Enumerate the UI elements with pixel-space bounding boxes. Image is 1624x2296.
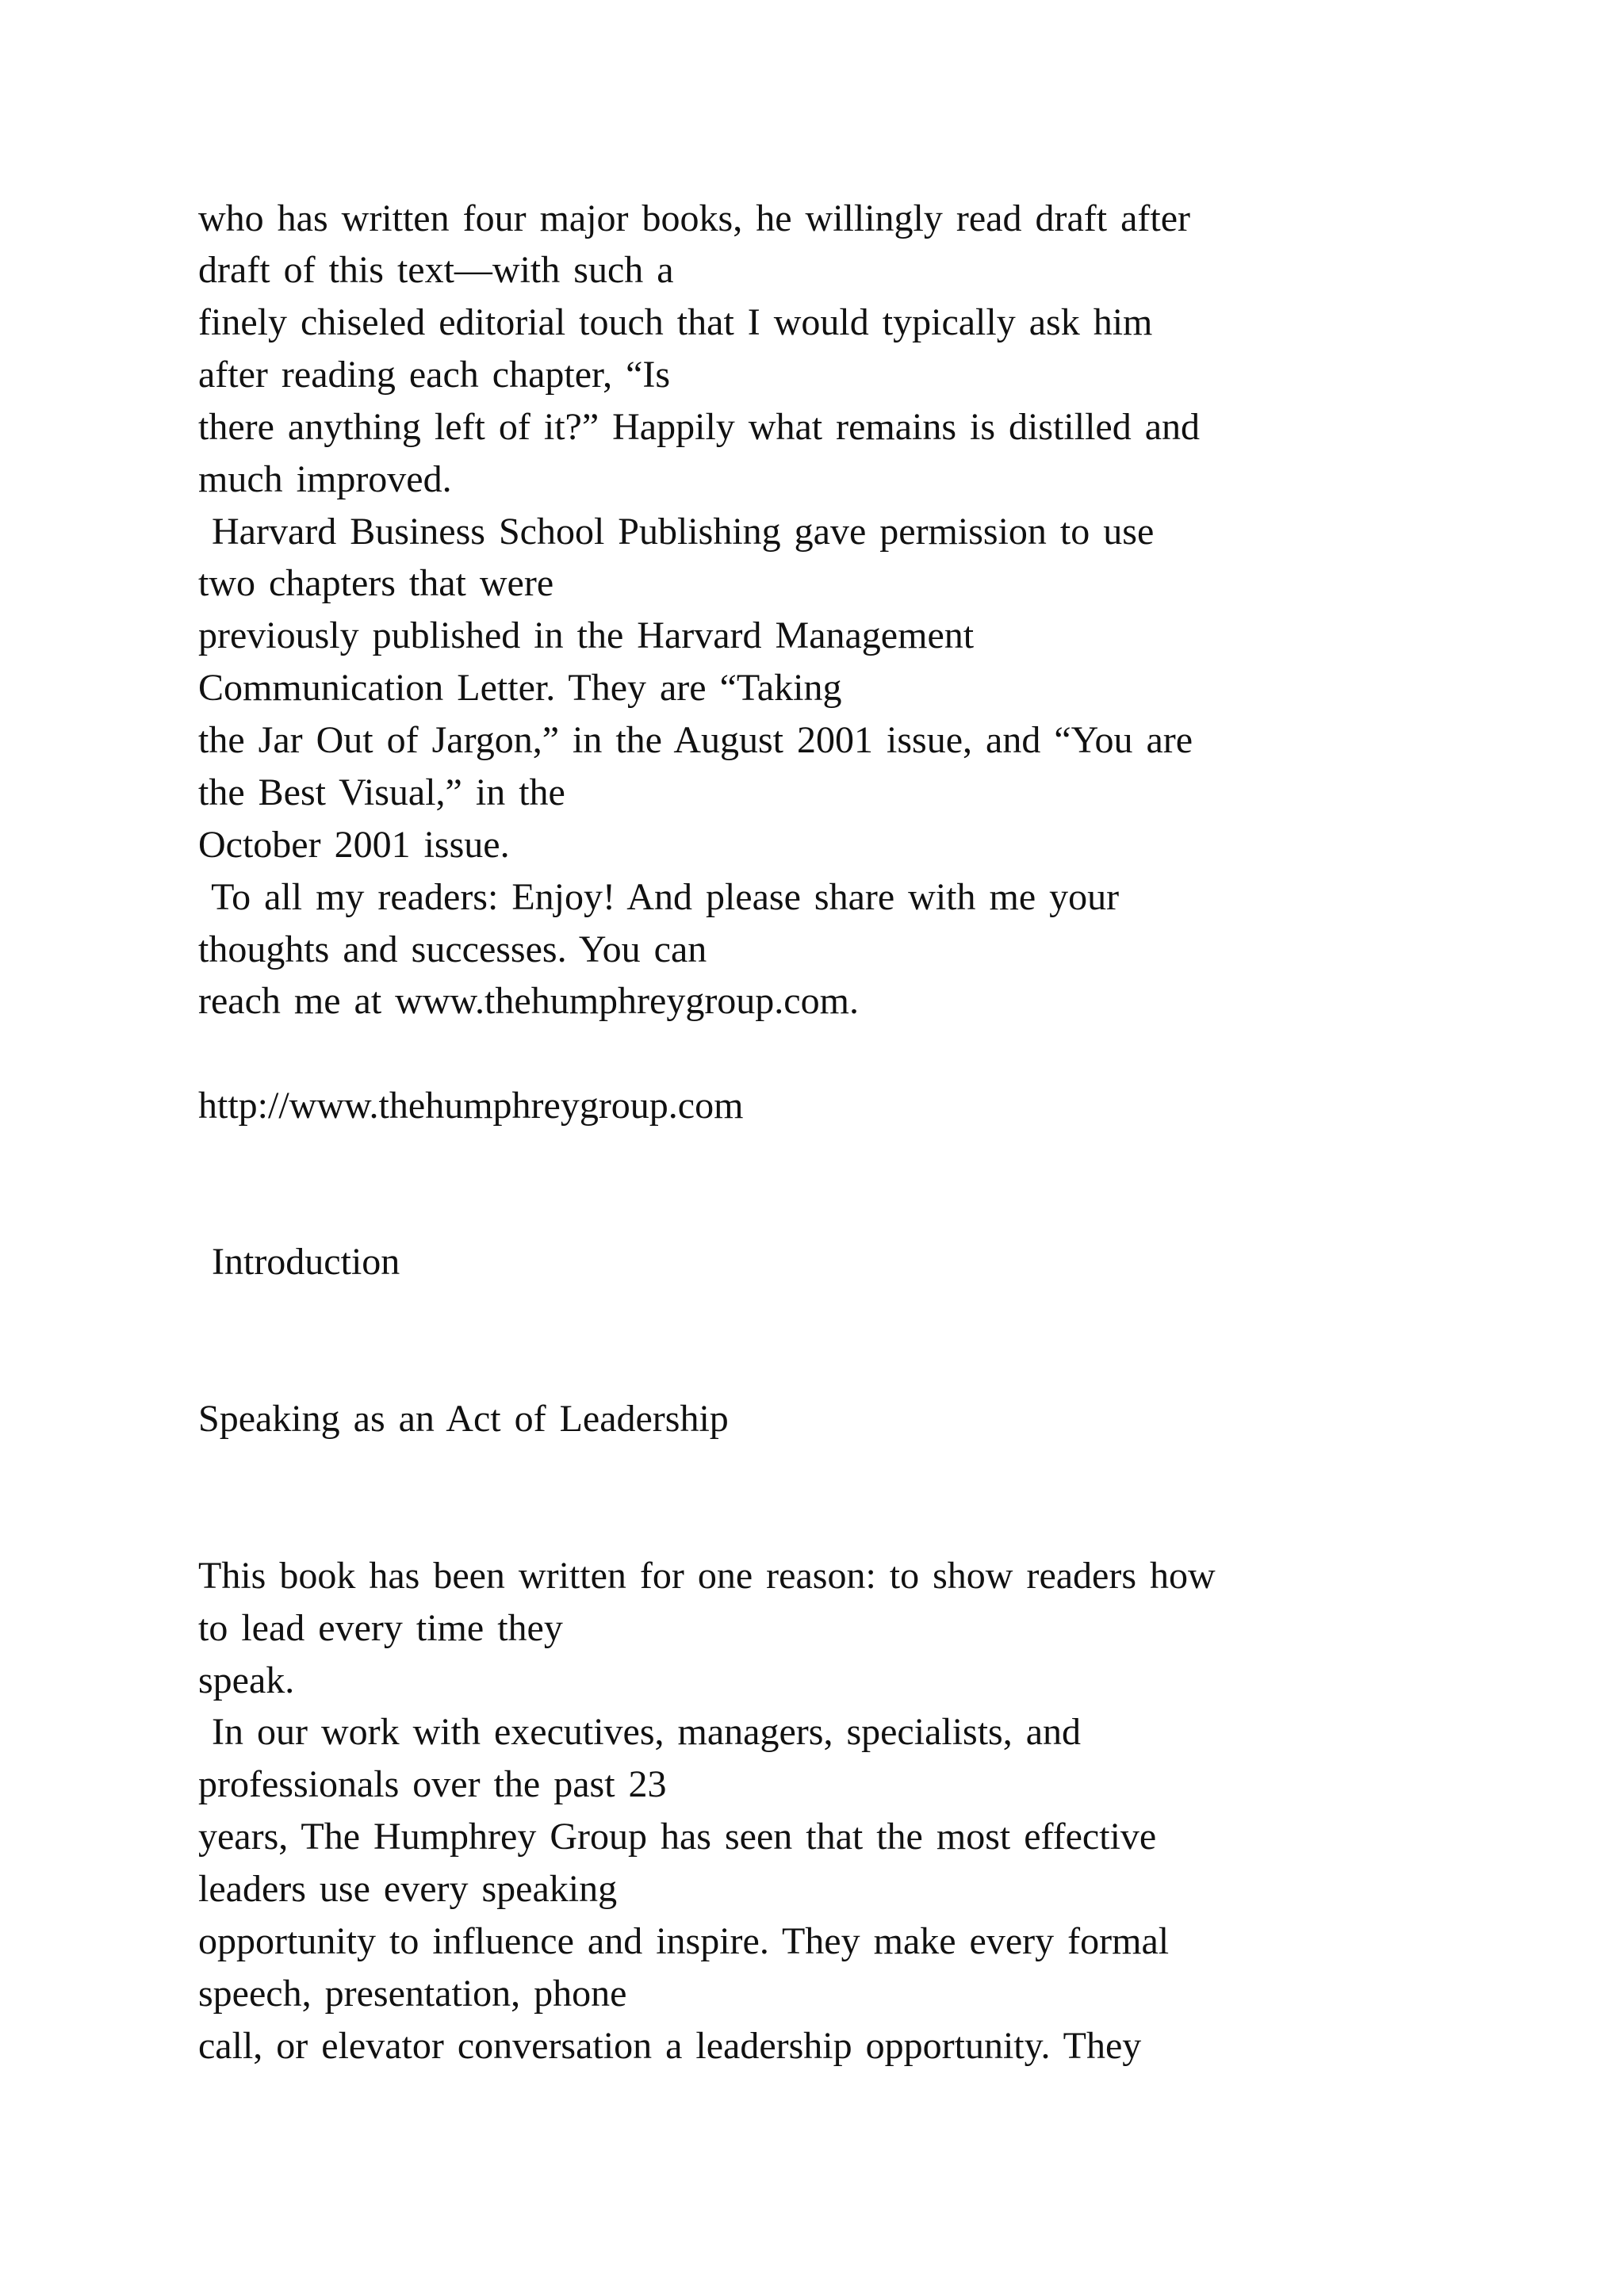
text-line: speech, presentation, phone	[198, 1973, 627, 2015]
text-line: previously published in the Harvard Management	[198, 614, 975, 656]
text-line: leaders use every speaking	[198, 1868, 618, 1910]
text-line: This book has been written for one reason: to show readers how	[198, 1555, 1216, 1597]
text-line: years, The Humphrey Group has seen that the most effective	[198, 1816, 1157, 1858]
text-line: To all my readers: Enjoy! And please share with me your	[198, 876, 1120, 918]
text-line: speak.	[198, 1659, 295, 1701]
text-line: thoughts and successes. You can	[198, 928, 707, 970]
text-line: Harvard Business School Publishing gave permission to use	[198, 511, 1155, 553]
text-line: much improved.	[198, 458, 452, 500]
text-line: the Jar Out of Jargon,” in the August 2001 issue, and “You are	[198, 719, 1193, 761]
text-line: In our work with executives, managers, specialists, and	[198, 1711, 1082, 1753]
text-line: Communication Letter. They are “Taking	[198, 667, 842, 709]
text-line: finely chiseled editorial touch that I would typically ask him	[198, 301, 1153, 343]
text-line: reach me at www.thehumphreygroup.com.	[198, 980, 859, 1022]
text-line: who has written four major books, he willingly read draft after	[198, 197, 1190, 239]
text-line: opportunity to influence and inspire. They make every formal	[198, 1920, 1170, 1962]
text-line: call, or elevator conversation a leadership opportunity. They	[198, 2025, 1142, 2067]
text-line: after reading each chapter, “Is	[198, 354, 671, 396]
section-label: Introduction	[198, 1241, 400, 1283]
url-line: http://www.thehumphreygroup.com	[198, 1085, 744, 1127]
chapter-title: Speaking as an Act of Leadership	[198, 1398, 729, 1440]
text-line: professionals over the past 23	[198, 1763, 667, 1805]
text-line: draft of this text—with such a	[198, 249, 674, 291]
text-line: to lead every time they	[198, 1607, 563, 1649]
text-line: there anything left of it?” Happily what remains is distilled and	[198, 406, 1201, 448]
text-line: two chapters that were	[198, 562, 554, 604]
text-line: October 2001 issue.	[198, 824, 510, 866]
text-line: the Best Visual,” in the	[198, 771, 565, 813]
